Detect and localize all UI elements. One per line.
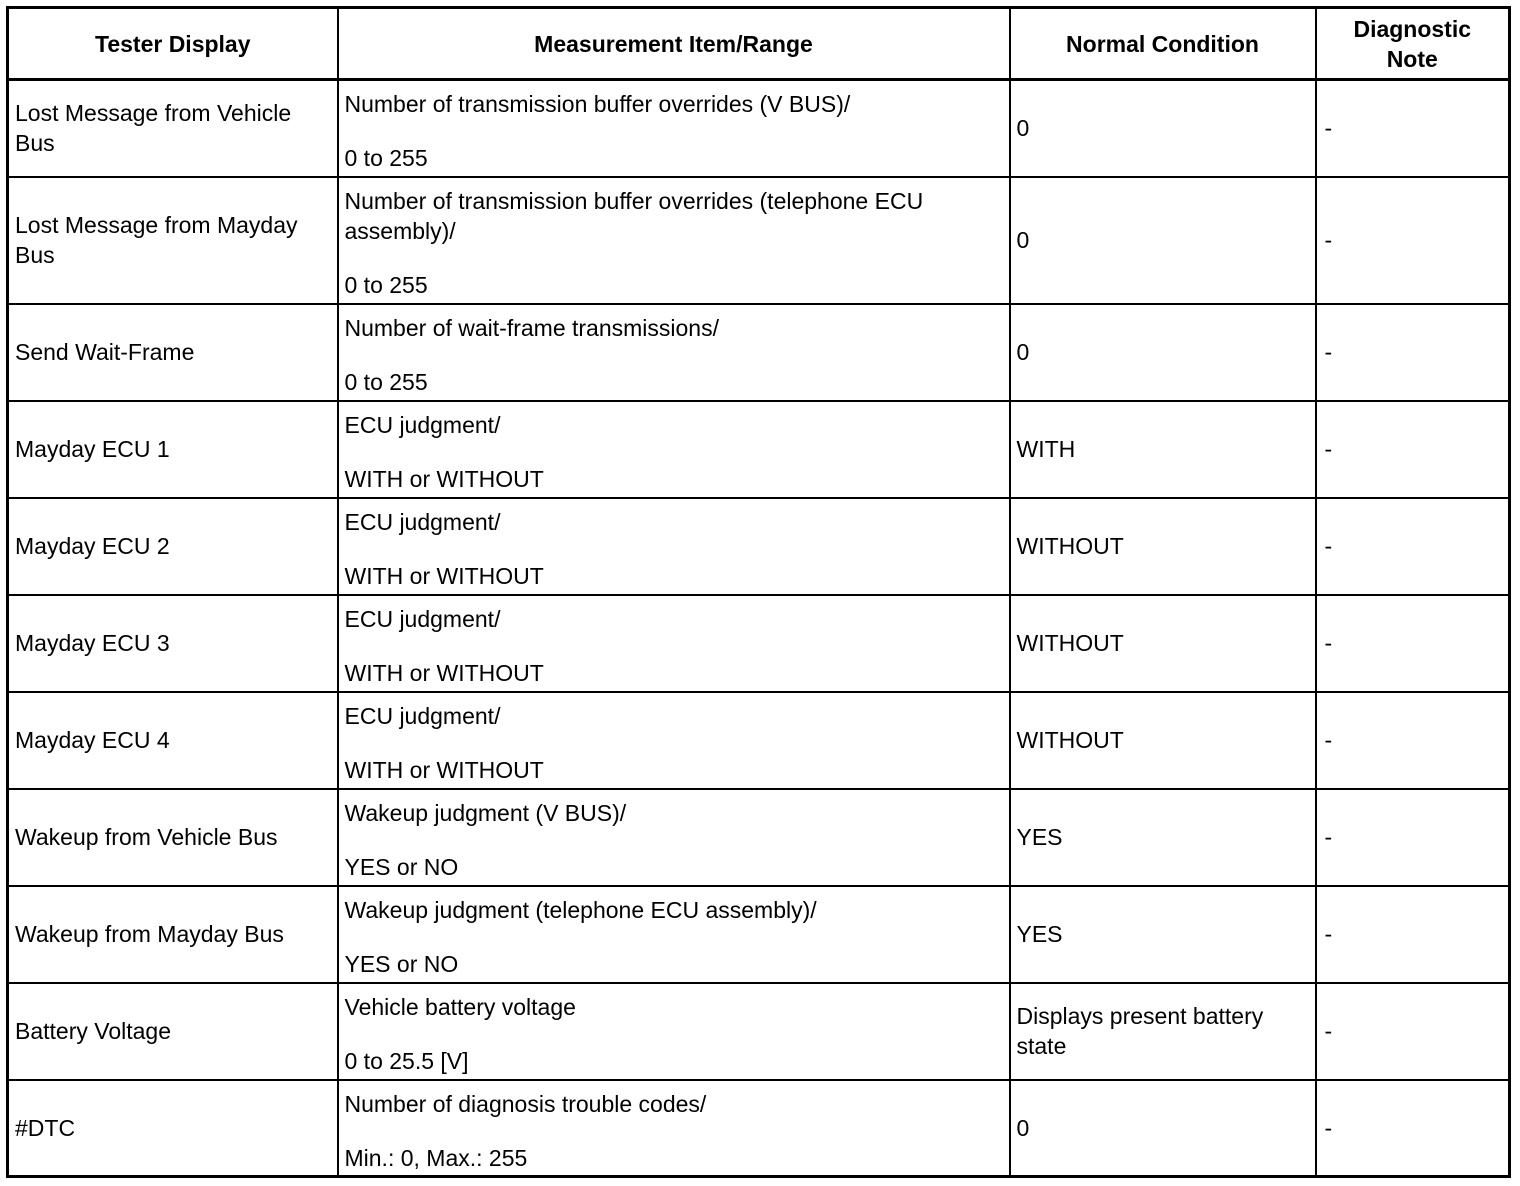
table-row	[8, 595, 1510, 692]
measurement-item: Number of transmission buffer overrides (V BUS)/	[344, 91, 851, 117]
measurement-range: 0 to 255	[344, 368, 428, 395]
tester-display-cell: Battery Voltage	[8, 983, 338, 1080]
data-list-table	[6, 6, 1511, 1178]
tester-display-cell: #DTC	[8, 1080, 338, 1177]
diagnostic-note-cell: -	[1316, 498, 1510, 595]
table-row	[8, 983, 1510, 1080]
normal-condition-cell: WITHOUT	[1010, 595, 1316, 692]
measurement-item: Number of wait-frame transmissions/	[344, 314, 719, 341]
measurement-item: ECU judgment/	[344, 605, 501, 632]
measurement-cell	[338, 595, 1010, 692]
normal-condition-cell: WITH	[1010, 401, 1316, 498]
measurement-range: WITH or WITHOUT	[344, 659, 544, 686]
measurement-cell	[338, 177, 1010, 304]
tester-display-cell: Mayday ECU 2	[8, 498, 338, 595]
tester-display-cell: Mayday ECU 4	[8, 692, 338, 789]
normal-condition-cell: YES	[1010, 886, 1316, 983]
measurement-cell	[338, 401, 1010, 498]
measurement-item: Number of diagnosis trouble codes/	[344, 1090, 707, 1117]
measurement-cell	[338, 80, 1010, 177]
header-normal-condition: Normal Condition	[1010, 8, 1316, 80]
table-row	[8, 886, 1510, 983]
measurement-item: Wakeup judgment (V BUS)/	[344, 799, 627, 826]
table-row	[8, 80, 1510, 177]
tester-display-cell: Mayday ECU 1	[8, 401, 338, 498]
normal-condition-cell: 0	[1010, 177, 1316, 304]
header-measurement-item-range: Measurement Item/Range	[338, 8, 1010, 80]
header-row	[8, 8, 1510, 80]
diagnostic-note-cell: -	[1316, 177, 1510, 304]
tester-display-cell: Wakeup from Vehicle Bus	[8, 789, 338, 886]
normal-condition-cell: 0	[1010, 304, 1316, 401]
diagnostic-note-cell: -	[1316, 983, 1510, 1080]
table-row	[8, 692, 1510, 789]
tester-display-cell: Lost Message from Vehicle Bus	[8, 80, 338, 177]
diagnostic-note-cell: -	[1316, 401, 1510, 498]
normal-condition-cell: Displays present battery state	[1010, 983, 1316, 1080]
diagnostic-note-cell: -	[1316, 80, 1510, 177]
diagnostic-note-cell: -	[1316, 886, 1510, 983]
measurement-range: Min.: 0, Max.: 255	[344, 1144, 528, 1171]
tester-display-cell: Mayday ECU 3	[8, 595, 338, 692]
measurement-item: Wakeup judgment (telephone ECU assembly)/	[344, 896, 817, 923]
measurement-cell	[338, 886, 1010, 983]
measurement-range: 0 to 25.5 [V]	[344, 1047, 469, 1074]
measurement-cell	[338, 304, 1010, 401]
measurement-range: WITH or WITHOUT	[344, 562, 544, 589]
measurement-cell	[338, 983, 1010, 1080]
measurement-item: Number of transmission buffer overrides (telephone ECU assembly)/	[344, 187, 924, 244]
normal-condition-cell: 0	[1010, 1080, 1316, 1177]
header-diagnostic-note: Diagnostic Note	[1316, 8, 1510, 80]
measurement-cell	[338, 692, 1010, 789]
measurement-item: ECU judgment/	[344, 702, 501, 729]
measurement-range: WITH or WITHOUT	[344, 465, 544, 492]
measurement-range: YES or NO	[344, 853, 459, 880]
diagnostic-note-cell: -	[1316, 789, 1510, 886]
tester-display-cell: Lost Message from Mayday Bus	[8, 177, 338, 304]
header-tester-display: Tester Display	[8, 8, 338, 80]
normal-condition-cell: YES	[1010, 789, 1316, 886]
table-row	[8, 177, 1510, 304]
measurement-cell	[338, 498, 1010, 595]
tester-display-cell: Wakeup from Mayday Bus	[8, 886, 338, 983]
measurement-cell	[338, 789, 1010, 886]
diagnostic-note-cell: -	[1316, 304, 1510, 401]
measurement-range: YES or NO	[344, 950, 459, 977]
normal-condition-cell: 0	[1010, 80, 1316, 177]
diagnostic-note-cell: -	[1316, 692, 1510, 789]
measurement-item: Vehicle battery voltage	[344, 993, 576, 1020]
diagnostic-note-cell: -	[1316, 1080, 1510, 1177]
measurement-range: WITH or WITHOUT	[344, 756, 544, 783]
normal-condition-cell: WITHOUT	[1010, 692, 1316, 789]
table-row	[8, 498, 1510, 595]
tester-display-cell: Send Wait-Frame	[8, 304, 338, 401]
table-row	[8, 1080, 1510, 1177]
diagnostic-note-cell: -	[1316, 595, 1510, 692]
table-row	[8, 304, 1510, 401]
measurement-cell	[338, 1080, 1010, 1177]
normal-condition-cell: WITHOUT	[1010, 498, 1316, 595]
table-row	[8, 789, 1510, 886]
table-row	[8, 401, 1510, 498]
measurement-range: 0 to 255	[344, 145, 428, 171]
measurement-range: 0 to 255	[344, 271, 428, 298]
measurement-item: ECU judgment/	[344, 411, 501, 438]
measurement-item: ECU judgment/	[344, 508, 501, 535]
